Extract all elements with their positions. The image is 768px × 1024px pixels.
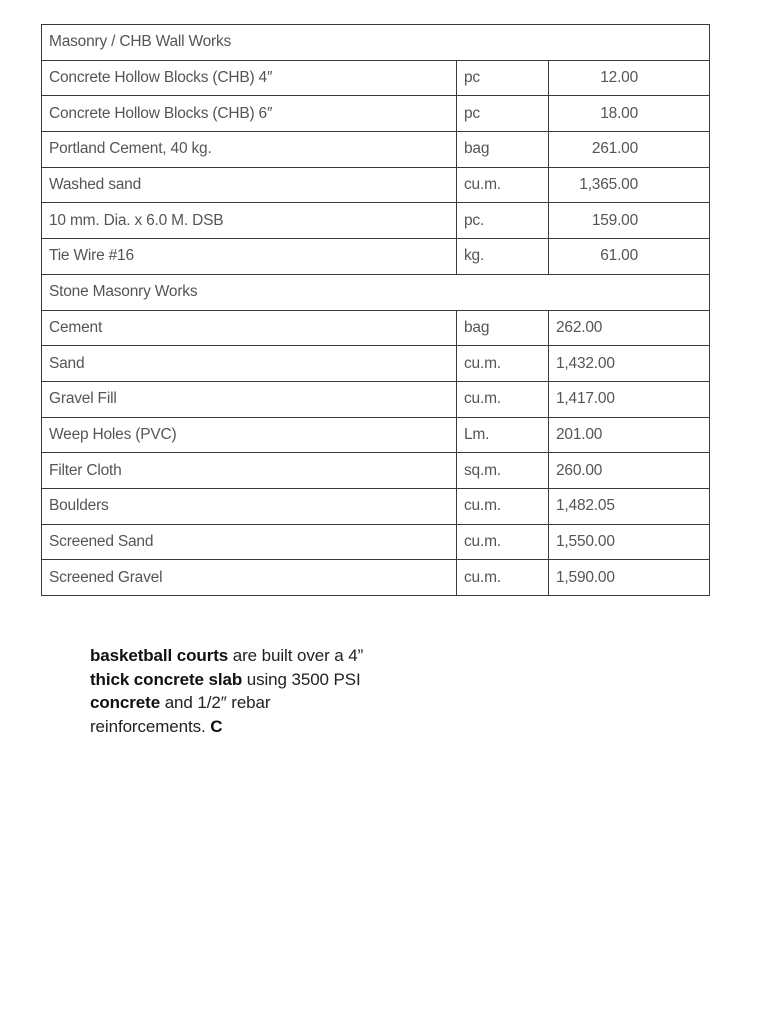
table-row bbox=[42, 560, 710, 596]
text-segment: and 1/2″ rebar reinforcements. bbox=[90, 693, 271, 736]
price-table bbox=[41, 24, 710, 596]
price-cell: 262.00 bbox=[549, 310, 710, 346]
price-cell: 1,432.00 bbox=[549, 346, 710, 382]
price-cell: 1,550.00 bbox=[549, 524, 710, 560]
price-cell: 1,365.00 bbox=[549, 167, 710, 203]
unit-cell: sq.m. bbox=[457, 453, 549, 489]
unit-cell: bag bbox=[457, 132, 549, 168]
item-description-cell: Washed sand bbox=[42, 167, 457, 203]
text-segment: using 3500 PSI bbox=[242, 669, 361, 689]
item-description-cell: 10 mm. Dia. x 6.0 M. DSB bbox=[42, 203, 457, 239]
table-row bbox=[42, 381, 710, 417]
item-description-cell: Portland Cement, 40 kg. bbox=[42, 132, 457, 168]
price-cell: 260.00 bbox=[549, 453, 710, 489]
price-cell: 1,417.00 bbox=[549, 381, 710, 417]
price-table-body bbox=[42, 25, 710, 596]
item-description-cell: Screened Gravel bbox=[42, 560, 457, 596]
price-cell: 201.00 bbox=[549, 417, 710, 453]
section-header-row bbox=[42, 274, 710, 310]
table-row bbox=[42, 346, 710, 382]
table-row bbox=[42, 417, 710, 453]
unit-cell: pc bbox=[457, 60, 549, 96]
unit-cell: cu.m. bbox=[457, 381, 549, 417]
unit-cell: cu.m. bbox=[457, 524, 549, 560]
text-segment: are built over a 4” bbox=[228, 646, 364, 665]
price-cell: 12.00 bbox=[549, 60, 710, 96]
section-title: Masonry / CHB Wall Works bbox=[42, 25, 710, 61]
description-paragraph bbox=[90, 644, 380, 738]
item-description-cell: Concrete Hollow Blocks (CHB) 6″ bbox=[42, 96, 457, 132]
unit-cell: pc bbox=[457, 96, 549, 132]
item-description-cell: Gravel Fill bbox=[42, 381, 457, 417]
table-row bbox=[42, 524, 710, 560]
price-cell: 61.00 bbox=[549, 239, 710, 275]
price-cell: 18.00 bbox=[549, 96, 710, 132]
bold-text-segment: basketball courts bbox=[90, 646, 229, 665]
unit-cell: cu.m. bbox=[457, 167, 549, 203]
unit-cell: cu.m. bbox=[457, 560, 549, 596]
table-row bbox=[42, 132, 710, 168]
unit-cell: kg. bbox=[457, 239, 549, 275]
table-row bbox=[42, 310, 710, 346]
item-description-cell: Tie Wire #16 bbox=[42, 239, 457, 275]
unit-cell: cu.m. bbox=[457, 488, 549, 524]
item-description-cell: Filter Cloth bbox=[42, 453, 457, 489]
item-description-cell: Concrete Hollow Blocks (CHB) 4″ bbox=[42, 60, 457, 96]
unit-cell: cu.m. bbox=[457, 346, 549, 382]
table-row bbox=[42, 488, 710, 524]
price-cell: 159.00 bbox=[549, 203, 710, 239]
price-cell: 1,482.05 bbox=[549, 488, 710, 524]
price-cell: 261.00 bbox=[549, 132, 710, 168]
table-row bbox=[42, 239, 710, 275]
bold-text-segment: C bbox=[210, 716, 223, 736]
section-header-row bbox=[42, 25, 710, 61]
table-row bbox=[42, 453, 710, 489]
unit-cell: bag bbox=[457, 310, 549, 346]
table-row bbox=[42, 203, 710, 239]
item-description-cell: Cement bbox=[42, 310, 457, 346]
item-description-cell: Sand bbox=[42, 346, 457, 382]
item-description-cell: Weep Holes (PVC) bbox=[42, 417, 457, 453]
table-row bbox=[42, 60, 710, 96]
item-description-cell: Screened Sand bbox=[42, 524, 457, 560]
table-row bbox=[42, 167, 710, 203]
bold-text-segment: concrete bbox=[90, 693, 161, 712]
unit-cell: Lm. bbox=[457, 417, 549, 453]
table-row bbox=[42, 96, 710, 132]
section-title: Stone Masonry Works bbox=[42, 274, 710, 310]
item-description-cell: Boulders bbox=[42, 488, 457, 524]
bold-text-segment: thick concrete slab bbox=[90, 669, 243, 689]
unit-cell: pc. bbox=[457, 203, 549, 239]
price-cell: 1,590.00 bbox=[549, 560, 710, 596]
